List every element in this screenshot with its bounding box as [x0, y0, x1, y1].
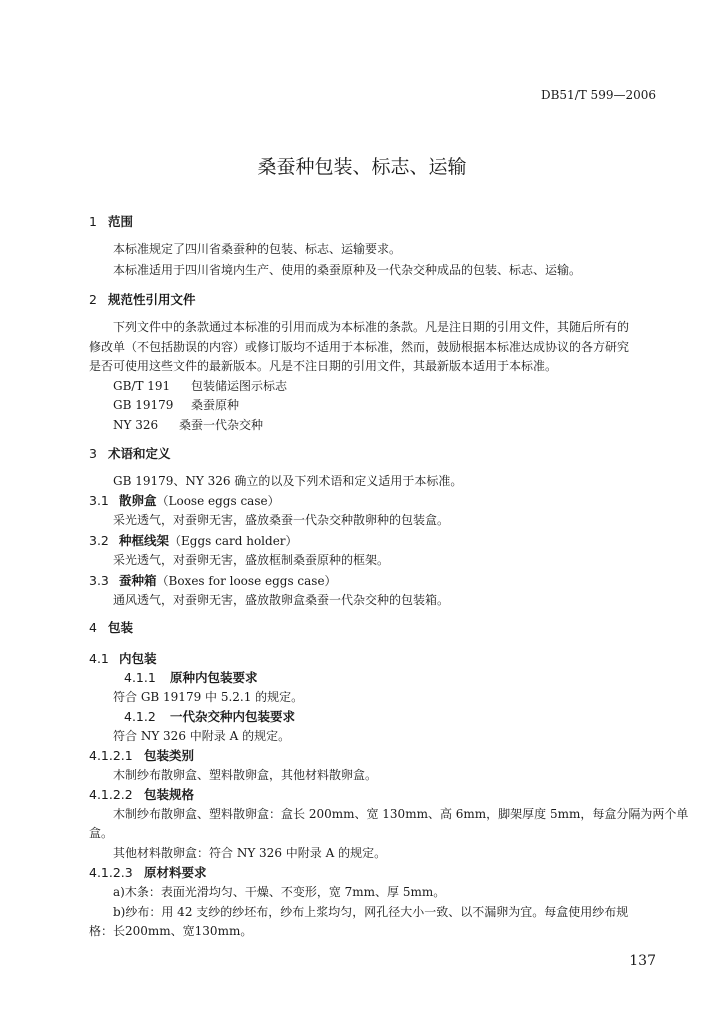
paragraph-line: 修改单（不包括勘误的内容）或修订版均不适用于本标准，然而，鼓励根据本标准达成协议的各方研究 — [89, 340, 630, 354]
section-title: 规范性引用文件 — [108, 292, 196, 307]
reference-item — [113, 416, 263, 433]
subsection-number: 4.1.1 — [124, 670, 156, 685]
term-number: 3.3 — [89, 573, 109, 588]
paragraph: 符合 GB 19179 中 5.2.1 的规定。 — [113, 690, 304, 704]
list-item: a)木条：表面光滑均匀、干燥、不变形，宽 7mm、厚 5mm。 — [113, 885, 446, 899]
list-item: b)纱布：用 42 支纱的纱坯布，纱布上浆均匀，网孔径大小一致、以不漏卵为宜。每盒使用纱布规 — [113, 905, 629, 919]
term-number: 3.1 — [89, 493, 109, 508]
section-title: 包装 — [108, 620, 134, 635]
page-number: 137 — [629, 953, 656, 969]
reference-title: 桑蚕一代杂交种 — [179, 418, 264, 432]
term-english: （Boxes for loose eggs case） — [156, 574, 337, 588]
subsection-title: 原种内包装要求 — [170, 670, 258, 685]
reference-item — [113, 377, 287, 394]
term-definition: 采光透气，对蚕卵无害，盛放桑蚕一代杂交种散卵种的包装盒。 — [113, 513, 450, 527]
subsection-heading — [124, 707, 295, 725]
subsection-number: 4.1 — [89, 651, 109, 666]
standard-code: DB51/T 599—2006 — [540, 88, 656, 102]
paragraph: 符合 NY 326 中附录 A 的规定。 — [113, 729, 291, 743]
subsection-heading — [124, 668, 258, 686]
section-number: 1 — [89, 214, 97, 229]
section-number: 2 — [89, 292, 97, 307]
subsection-title: 内包装 — [119, 651, 157, 666]
paragraph-line: 其他材料散卵盒：符合 NY 326 中附录 A 的规定。 — [113, 846, 387, 860]
section-1-heading — [89, 212, 133, 230]
paragraph: GB 19179、NY 326 确立的以及下列术语和定义适用于本标准。 — [113, 474, 463, 488]
reference-code: GB 19179 — [113, 398, 174, 412]
reference-item — [113, 396, 239, 413]
section-3-heading — [89, 444, 171, 462]
section-number: 3 — [89, 446, 97, 461]
subsection-number: 4.1.2.2 — [89, 787, 133, 802]
subsection-title: 原材料要求 — [144, 865, 207, 880]
subsection-number: 4.1.2.1 — [89, 748, 133, 763]
term-heading — [89, 531, 298, 549]
subsection-heading — [89, 785, 194, 803]
term-name: 种框线架 — [119, 533, 170, 548]
section-title: 术语和定义 — [108, 446, 171, 461]
subsection-title: 一代杂交种内包装要求 — [170, 709, 296, 724]
term-heading — [89, 571, 337, 589]
subsection-heading — [89, 649, 157, 667]
reference-code: GB/T 191 — [113, 379, 171, 393]
paragraph: 本标准适用于四川省境内生产、使用的桑蚕原种及一代杂交种成品的包装、标志、运输。 — [113, 263, 582, 277]
subsection-number: 4.1.2.3 — [89, 865, 133, 880]
term-definition: 通风透气，对蚕卵无害，盛放散卵盒桑蚕一代杂交种的包装箱。 — [113, 593, 450, 607]
paragraph-line: 是否可使用这些文件的最新版本。凡是不注日期的引用文件，其最新版本适用于本标准。 — [89, 359, 558, 373]
list-item-continuation: 格：长200mm、宽130mm。 — [89, 924, 253, 938]
paragraph: 本标准规定了四川省桑蚕种的包装、标志、运输要求。 — [113, 242, 402, 256]
term-heading — [89, 491, 280, 509]
subsection-heading — [89, 863, 207, 881]
section-number: 4 — [89, 620, 97, 635]
term-english: （Eggs card holder） — [169, 534, 298, 548]
term-english: （Loose eggs case） — [156, 494, 280, 508]
section-2-heading — [89, 290, 196, 308]
section-4-heading — [89, 618, 133, 636]
term-definition: 采光透气，对蚕卵无害，盛放框制桑蚕原种的框架。 — [113, 553, 390, 567]
paragraph-line: 木制纱布散卵盒、塑料散卵盒：盒长 200mm、宽 130mm、高 6mm，脚架厚度 5mm，每盒分隔为两个单 — [113, 807, 689, 821]
reference-title: 包装储运图示标志 — [191, 379, 288, 393]
subsection-title: 包装规格 — [144, 787, 195, 802]
paragraph-line: 下列文件中的条款通过本标准的引用而成为本标准的条款。凡是注日期的引用文件，其随后所有的 — [113, 320, 630, 334]
section-title: 范围 — [108, 214, 134, 229]
document-title: 桑蚕种包装、标志、运输 — [257, 156, 467, 178]
term-number: 3.2 — [89, 533, 109, 548]
paragraph: 木制纱布散卵盒、塑料散卵盒，其他材料散卵盒。 — [113, 768, 378, 782]
reference-title: 桑蚕原种 — [191, 398, 240, 412]
reference-code: NY 326 — [113, 418, 159, 432]
subsection-heading — [89, 746, 194, 764]
paragraph-line: 盒。 — [89, 826, 114, 840]
subsection-title: 包装类别 — [144, 748, 195, 763]
term-name: 蚕种箱 — [119, 573, 157, 588]
term-name: 散卵盒 — [119, 493, 157, 508]
subsection-number: 4.1.2 — [124, 709, 156, 724]
